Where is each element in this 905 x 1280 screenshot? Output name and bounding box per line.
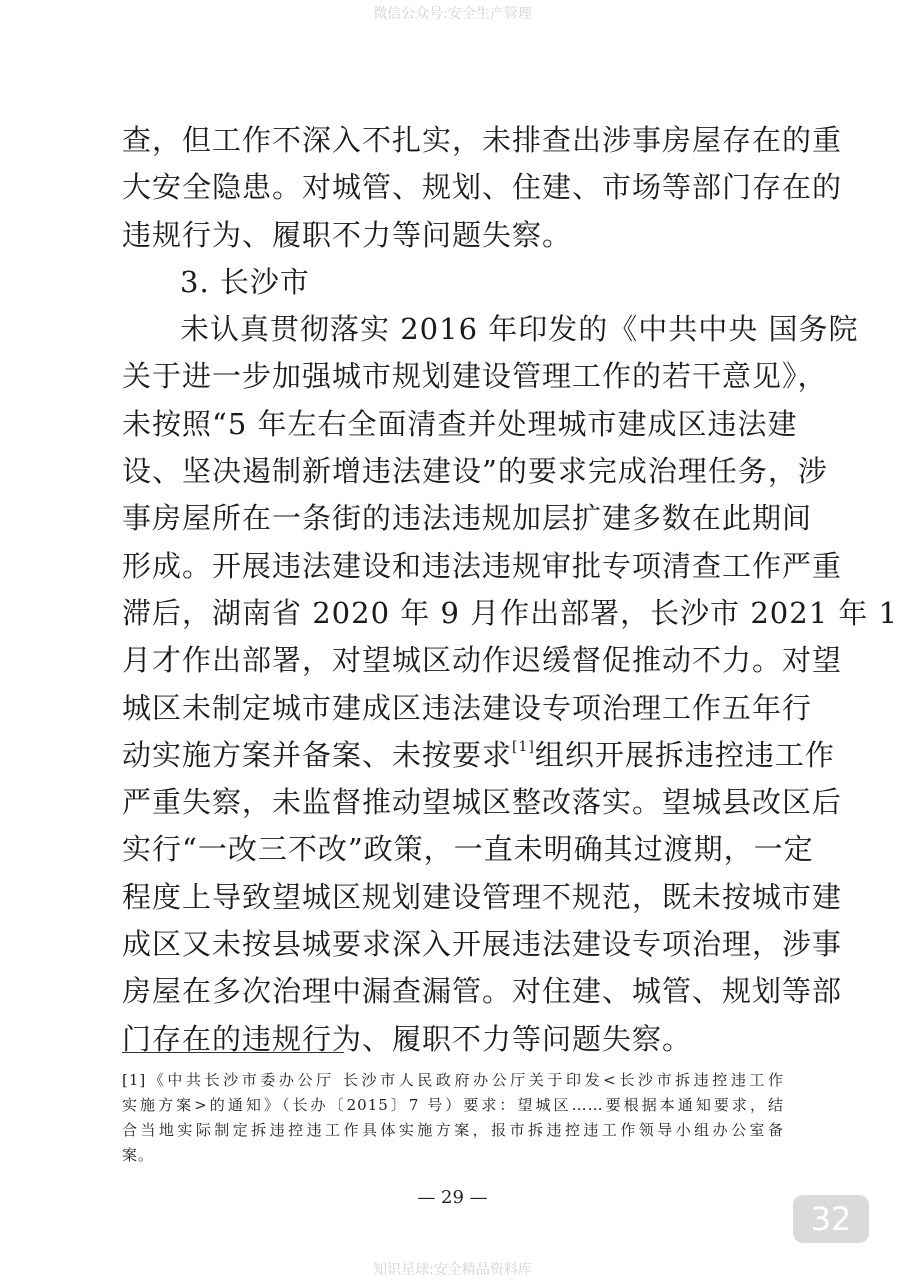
body-line: 违规行为、履职不力等问题失察。 [122,217,573,252]
body-line: 月才作出部署，对望城区动作迟缓督促推动不力。对望 [122,643,843,678]
page-count-badge[interactable]: 32 [793,1195,869,1243]
body-line-part: 动实施方案并备案、未按要求 [122,737,513,772]
body-line: 查，但工作不深入不扎实，未排查出涉事房屋存在的重 [122,123,843,157]
body-line-part: 组织开展拆违控违工作 [534,737,835,772]
watermark-bottom: 知识星球:安全精品资料库 [373,1262,532,1278]
body-line: 房屋在多次治理中漏查漏管。对住建、城管、规划等部 [122,974,843,1009]
footnote-line: 合当地实际制定拆违控违工作具体实施方案，报市拆违控违工作领导小组办公室备 [122,1121,784,1139]
body-line: 未按照“5 年左右全面清查并处理城市建成区违法建 [122,406,798,441]
page-number: — 29 — [417,1187,488,1208]
body-line: 严重失察，未监督推动望城区整改落实。望城县改区后 [122,785,843,820]
footnote [122,1068,784,1168]
body-line: 未认真贯彻落实 2016 年印发的《中共中央 国务院 [180,312,859,347]
footnote-line: [1]《中共长沙市委办公厅 长沙市人民政府办公厅关于印发<长沙市拆违控违工作 [122,1071,784,1089]
body-line: 城区未制定城市建成区违法建设专项治理工作五年行 [122,690,813,725]
body-line: 关于进一步加强城市规划建设管理工作的若干意见》， [122,359,828,394]
footnote-divider [122,1052,344,1053]
body-line: 形成。开展违法建设和违法违规审批专项清查工作严重 [122,548,843,583]
body-line: 设、坚决遏制新增违法建设”的要求完成治理任务，涉 [122,454,828,489]
footnote-line: 案。 [122,1146,155,1164]
document-body [122,117,899,1063]
body-line: 实行“一改三不改”政策，一直未明确其过渡期，一定 [122,832,814,867]
body-line: 成区又未按县城要求深入开展违法建设专项治理，涉事 [122,927,843,962]
body-line: 程度上导致望城区规划建设管理不规范，既未按城市建 [122,879,843,914]
body-line: 门存在的违规行为、履职不力等问题失察。 [122,1021,693,1056]
watermark-top: 微信公众号:安全生产管理 [373,6,532,22]
body-line [122,732,835,779]
body-line: 大安全隐患。对城管、规划、住建、市场等部门存在的 [122,170,843,205]
footnote-reference[interactable]: [1] [512,738,535,755]
body-line: 滞后，湖南省 2020 年 9 月作出部署，长沙市 2021 年 1 [122,595,899,630]
body-line: 事房屋所在一条街的违法违规加层扩建多数在此期间 [122,501,813,536]
section-heading: 3. 长沙市 [180,264,310,299]
footnote-line: 实施方案>的通知》（长办〔2015〕7 号）要求：望城区……要根据本通知要求，结 [122,1096,784,1114]
